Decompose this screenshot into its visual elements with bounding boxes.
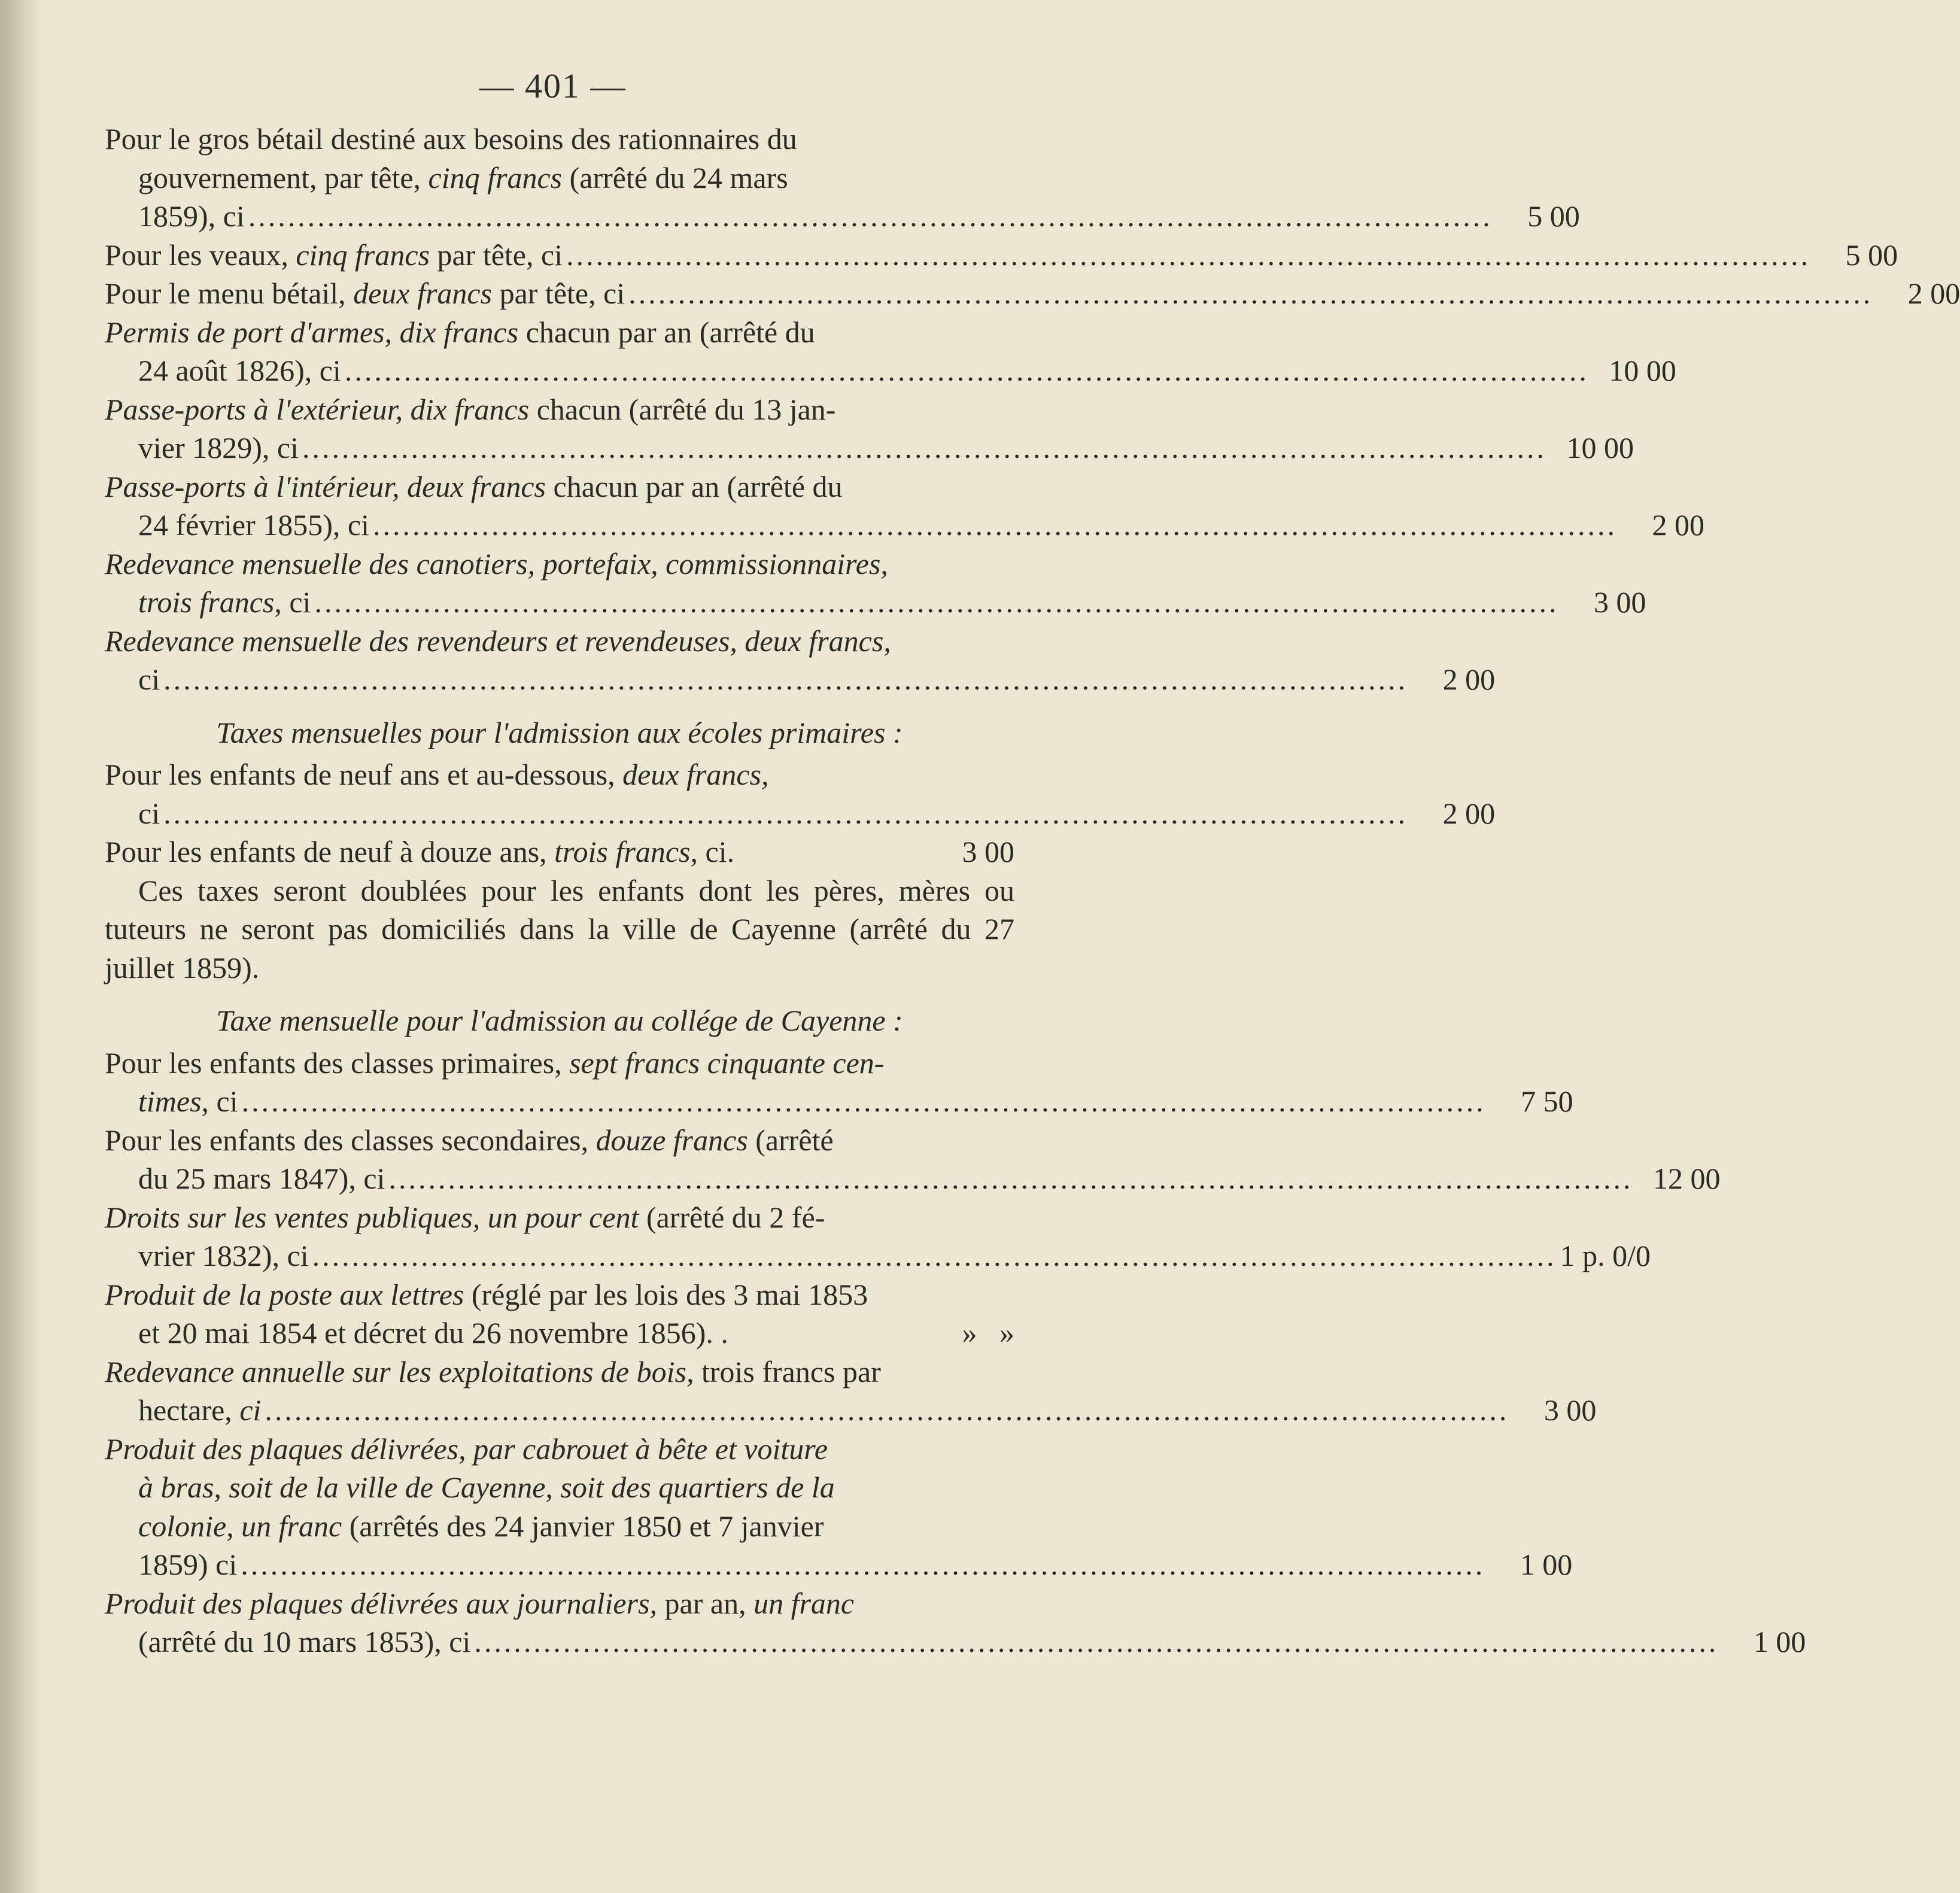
entry-text: ci (138, 796, 160, 830)
entry-amount: 10 00 (1609, 354, 1676, 387)
leader-line (138, 583, 1646, 622)
entry-redevance-revendeurs (105, 622, 1496, 699)
leader-line (138, 794, 1496, 833)
line: à bras, soit de la ville de Cayenne, soit des quartiers de la (138, 1470, 835, 1504)
entry-text: 24 février 1855), ci (138, 508, 369, 542)
entry-enfants-neuf-ans (105, 755, 1496, 832)
leader-line (138, 1314, 1014, 1353)
entry-amount: 1 p. 0/0 (1560, 1239, 1651, 1272)
line: Permis de port d'armes, dix francs chacun par an (arrêté du (105, 315, 815, 349)
entry-text: Pour les veaux, cinq francs par tête, ci (105, 238, 563, 272)
entry-text: Pour le menu bétail, deux francs par tête, ci (105, 276, 625, 310)
dot-leader: .............................................................................................................................. (302, 431, 1546, 464)
entry-amount: 5 00 (1845, 238, 1898, 272)
entry-gros-betail (105, 120, 1580, 236)
entry-text: (arrêté du 24 mars (562, 160, 788, 195)
dot-leader: .............................................................................................................................. (566, 238, 1811, 272)
entry-text: ci (138, 663, 160, 696)
entry-amount: 2 00 (1652, 508, 1704, 542)
dot-leader: .............................................................................................................................. (628, 276, 1873, 310)
entry-exploitations-bois (105, 1353, 1597, 1430)
entry-amount: 1 00 (1520, 1548, 1573, 1581)
page-edge-shadow (0, 0, 42, 1893)
entry-plaques-journaliers (105, 1584, 1806, 1661)
line: Droits sur les ventes publiques, un pour cent (arrêté du 2 fé- (105, 1200, 825, 1234)
section-heading-college: Taxe mensuelle pour l'admission au collége de Cayenne : (216, 1004, 903, 1037)
line: Pour les enfants des classes secondaires, douze francs (arrêté (105, 1123, 834, 1157)
entry-text: gouvernement, par tête, (138, 160, 429, 195)
entry-text: du 25 mars 1847), ci (138, 1162, 385, 1195)
dot-leader: .............................................................................................................................. (248, 199, 1493, 233)
line: Redevance mensuelle des canotiers, portefaix, commissionnaires, (105, 546, 888, 581)
line: Produit des plaques délivrées, par cabrouet à bête et voiture (105, 1432, 828, 1466)
leader-line (138, 1082, 1573, 1121)
entry-text: (arrêté du 10 mars 1853), ci (138, 1625, 471, 1658)
dot-leader: .............................................................................................................................. (372, 508, 1617, 542)
entry-amount-words: cinq francs (428, 160, 563, 195)
dot-leader: .............................................................................................................................. (241, 1548, 1485, 1581)
entry-amount: » » (962, 1316, 1014, 1350)
leader-line (138, 1391, 1597, 1430)
leader-line (138, 1622, 1806, 1661)
dot-leader: .............................................................................................................................. (312, 1239, 1557, 1272)
entry-menu-betail (105, 274, 1960, 313)
leader-line (138, 1159, 1721, 1198)
entry-passeports-interieur (105, 467, 1704, 545)
dot-leader: .............................................................................................................................. (265, 1393, 1509, 1427)
entry-amount: 10 00 (1566, 431, 1634, 464)
entry-amount: 7 50 (1521, 1084, 1573, 1118)
entry-text: vier 1829), ci (138, 431, 299, 464)
line: Pour les enfants des classes primaires, sept francs cinquante cen- (105, 1046, 885, 1080)
line: Passe-ports à l'extérieur, dix francs chacun (arrêté du 13 jan- (105, 392, 836, 426)
leader-line (138, 1236, 1651, 1275)
entry-permis-port-armes (105, 313, 1676, 390)
entry-text: et 20 mai 1854 et décret du 26 novembre 1856). . (138, 1316, 728, 1350)
leader-line (138, 197, 1580, 236)
entry-text: 1859) ci (138, 1548, 238, 1581)
dot-leader: .............................................................................................................................. (344, 354, 1589, 387)
line: Produit de la poste aux lettres (réglé par les lois des 3 mai 1853 (105, 1277, 868, 1311)
line (105, 120, 1014, 159)
leader-line (138, 506, 1704, 545)
entry-ventes-publiques (105, 1198, 1651, 1275)
entry-text: trois francs, ci (138, 585, 311, 619)
entry-text: vrier 1832), ci (138, 1239, 309, 1272)
entry-enfants-neuf-douze (105, 832, 1014, 871)
entry-redevance-canotiers (105, 545, 1646, 622)
line: Passe-ports à l'intérieur, deux francs chacun par an (arrêté du (105, 469, 843, 503)
entry-passeports-exterieur (105, 390, 1634, 467)
entry-classes-primaires (105, 1044, 1573, 1121)
entry-text: 1859), ci (138, 199, 245, 233)
leader-line (138, 429, 1634, 467)
dot-leader: .............................................................................................................................. (241, 1084, 1486, 1118)
leader-line (138, 660, 1496, 699)
entry-amount: 2 00 (1442, 796, 1496, 830)
entry-text: times, ci (138, 1084, 238, 1118)
entry-amount: 12 00 (1652, 1162, 1721, 1195)
dot-leader: .............................................................................................................................. (474, 1625, 1719, 1658)
entry-amount: 1 00 (1753, 1625, 1806, 1658)
dot-leader: .............................................................................................................................. (388, 1162, 1633, 1195)
dot-leader: .............................................................................................................................. (163, 663, 1408, 696)
dot-leader: .............................................................................................................................. (314, 585, 1559, 619)
section-heading-ecoles-primaires: Taxes mensuelles pour l'admission aux écoles primaires : (216, 715, 903, 749)
page-body (105, 120, 1960, 1661)
line: colonie, un franc (arrêtés des 24 janvier 1850 et 7 janvier (138, 1509, 824, 1543)
entry-amount: 3 00 (1593, 585, 1646, 619)
line: Pour les enfants de neuf ans et au-dessous, deux francs, (105, 758, 769, 791)
entry-amount: 3 00 (962, 835, 1014, 868)
entry-plaques-cabrouet (105, 1430, 1573, 1584)
leader-line (138, 351, 1676, 390)
page-number: — 401 — (479, 66, 627, 105)
note-taxes-doublees: Ces taxes seront doublées pour les enfants dont les pères, mères ou tuteurs ne seront pas domiciliés dans la ville de Cayenne (arrêté du 27 juillet 1859). (105, 873, 1014, 985)
entry-text: Pour les enfants de neuf à douze ans, trois francs, ci. (105, 835, 735, 868)
entry-amount: 5 00 (1527, 199, 1580, 233)
entry-veaux (105, 236, 1898, 275)
dot-leader: .............................................................................................................................. (163, 796, 1408, 830)
entry-amount: 3 00 (1543, 1393, 1597, 1427)
entry-poste-lettres (105, 1275, 1014, 1353)
entry-amount: 2 00 (1907, 276, 1960, 310)
entry-classes-secondaires (105, 1121, 1721, 1198)
entry-text: hectare, ci (138, 1393, 262, 1427)
entry-text: Pour le gros bétail destiné aux besoins des rationnaires du (105, 122, 797, 156)
line: Redevance annuelle sur les exploitations de bois, trois francs par (105, 1354, 881, 1388)
line: Produit des plaques délivrées aux journaliers, par an, un franc (105, 1586, 855, 1620)
entry-amount: 2 00 (1442, 663, 1496, 696)
line: Redevance mensuelle des revendeurs et revendeuses, deux francs, (105, 624, 891, 658)
entry-text: 24 août 1826), ci (138, 354, 341, 387)
line (138, 159, 1014, 197)
leader-line (138, 1545, 1573, 1584)
